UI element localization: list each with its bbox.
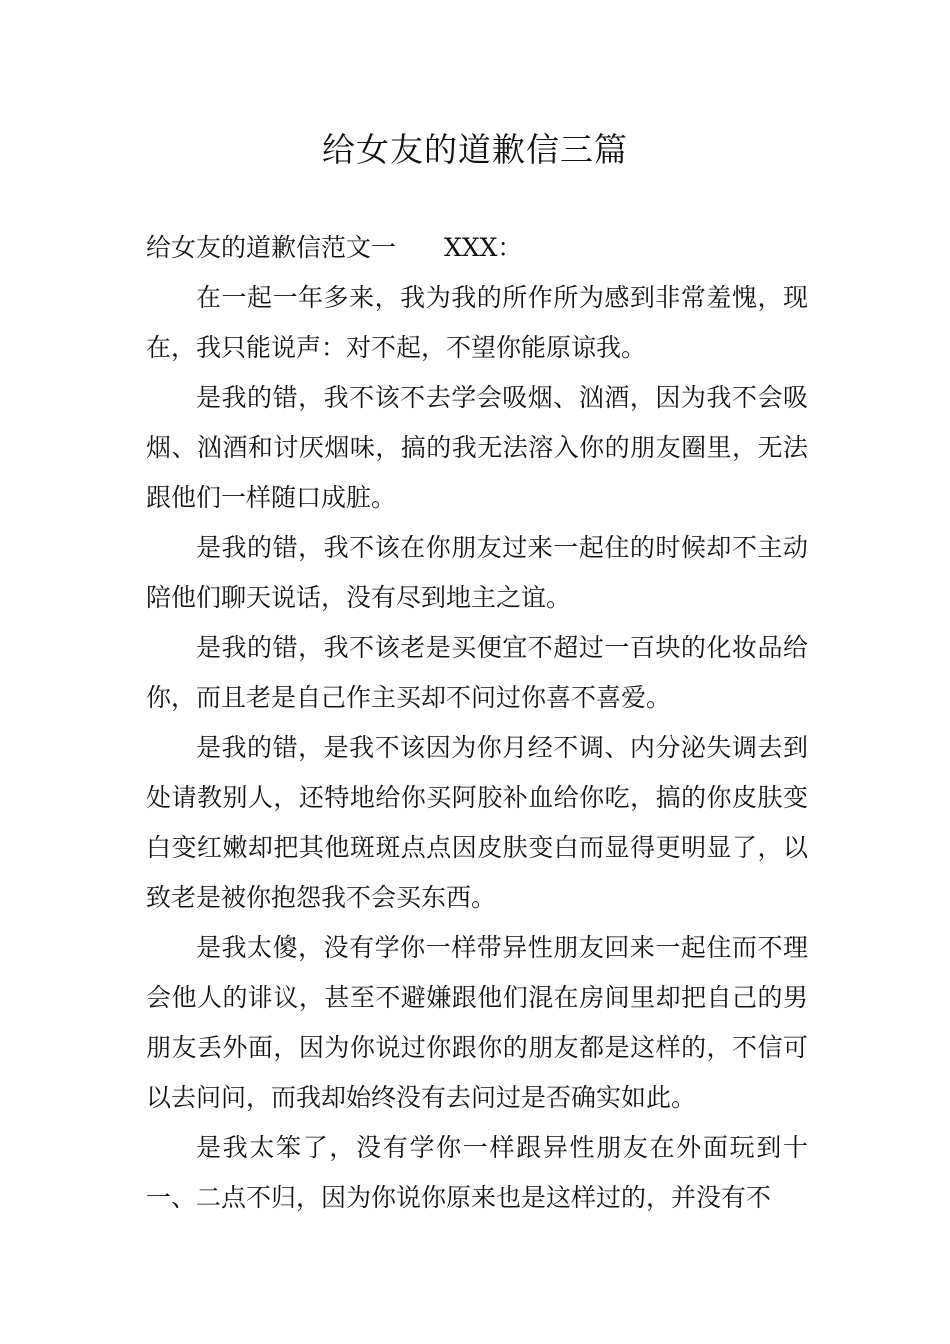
document-body [146, 223, 808, 1223]
intro-line [146, 223, 808, 273]
intro-label: 给女友的道歉信范文一 [146, 233, 397, 262]
paragraph: 在一起一年多来，我为我的所作所为感到非常羞愧，现在，我只能说声：对不起，不望你能原谅我。 [146, 283, 808, 362]
paragraph: 是我的错，我不该不去学会吸烟、汹酒，因为我不会吸烟、汹酒和讨厌烟味，搞的我无法溶入你的朋友圈里，无法跟他们一样随口成脏。 [146, 383, 808, 512]
salutation: XXX： [444, 233, 523, 262]
paragraph: 是我的错，是我不该因为你月经不调、内分泌失调去到处请教别人，还特地给你买阿胶补血给你吃，搞的你皮肤变白变红嫩却把其他斑斑点点因皮肤变白而显得更明显了，以致老是被你抱怨我不会买东西。 [146, 733, 808, 912]
paragraph: 是我的错，我不该老是买便宜不超过一百块的化妆品给你，而且老是自己作主买却不问过你喜不喜爱。 [146, 633, 808, 712]
paragraph: 是我太傻，没有学你一样带异性朋友回来一起住而不理会他人的诽议，甚至不避嫌跟他们混在房间里却把自己的男朋友丢外面，因为你说过你跟你的朋友都是这样的，不信可以去问问，而我却始终没有去问过是否确实如此。 [146, 933, 808, 1112]
document-title: 给女友的道歉信三篇 [322, 130, 628, 169]
paragraph: 是我太笨了，没有学你一样跟异性朋友在外面玩到十一、二点不归，因为你说你原来也是这样过的，并没有不 [146, 1133, 808, 1212]
paragraph: 是我的错，我不该在你朋友过来一起住的时候却不主动陪他们聊天说话，没有尽到地主之谊。 [146, 533, 808, 612]
